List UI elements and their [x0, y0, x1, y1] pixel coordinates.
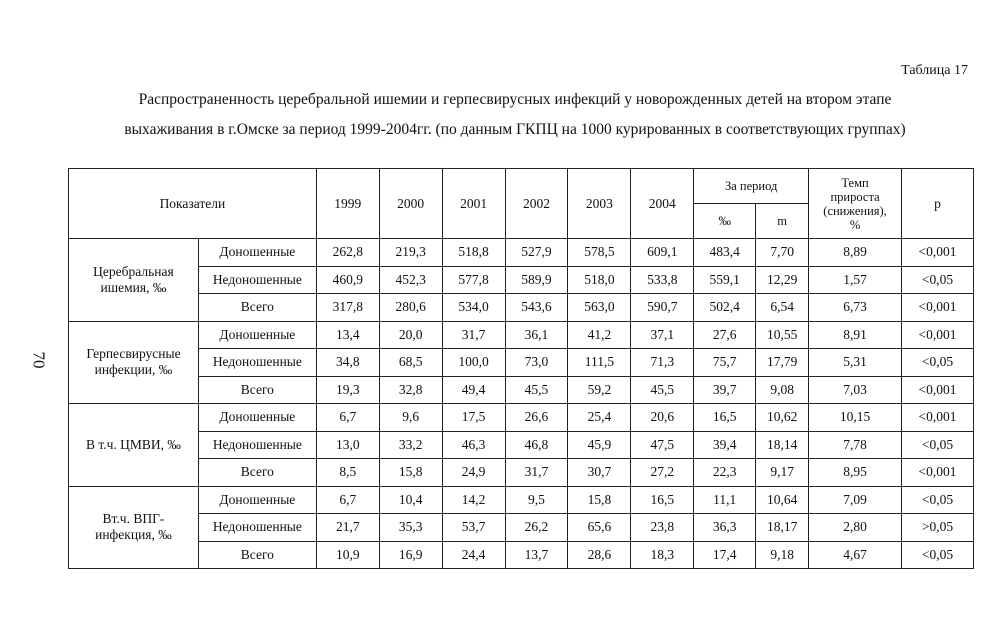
- year-value-cell: 31,7: [505, 459, 568, 487]
- table-row: [69, 349, 974, 377]
- year-value-cell: 13,4: [316, 321, 379, 349]
- year-value-cell: 533,8: [631, 266, 694, 294]
- year-value-cell: 280,6: [379, 294, 442, 322]
- group-name-cell: [69, 486, 199, 569]
- row-label: Всего: [198, 294, 316, 322]
- year-value-cell: 35,3: [379, 514, 442, 542]
- year-value-cell: 13,0: [316, 431, 379, 459]
- year-value-cell: 24,9: [442, 459, 505, 487]
- period-m-cell: 18,17: [756, 514, 809, 542]
- year-value-cell: 45,5: [505, 376, 568, 404]
- period-permille-cell: 36,3: [694, 514, 756, 542]
- year-value-cell: 10,4: [379, 486, 442, 514]
- period-m-cell: 17,79: [756, 349, 809, 377]
- year-value-cell: 9,5: [505, 486, 568, 514]
- period-permille-cell: 17,4: [694, 541, 756, 569]
- period-m-cell: 10,64: [756, 486, 809, 514]
- row-label: Недоношенные: [198, 266, 316, 294]
- p-value-cell: <0,001: [902, 239, 974, 267]
- table-label: Таблица 17: [901, 63, 968, 78]
- table-row: [69, 294, 974, 322]
- year-value-cell: 589,9: [505, 266, 568, 294]
- p-value-cell: <0,001: [902, 294, 974, 322]
- row-label: Недоношенные: [198, 431, 316, 459]
- growth-rate-cell: 5,31: [809, 349, 902, 377]
- year-value-cell: 16,5: [631, 486, 694, 514]
- p-value-cell: <0,05: [902, 486, 974, 514]
- row-label: Всего: [198, 376, 316, 404]
- year-value-cell: 609,1: [631, 239, 694, 267]
- year-value-cell: 590,7: [631, 294, 694, 322]
- period-m-cell: 9,08: [756, 376, 809, 404]
- year-value-cell: 24,4: [442, 541, 505, 569]
- p-value-cell: <0,05: [902, 541, 974, 569]
- period-permille-cell: 11,1: [694, 486, 756, 514]
- year-value-cell: 26,6: [505, 404, 568, 432]
- p-value-cell: <0,001: [902, 459, 974, 487]
- header-year: 1999: [316, 169, 379, 239]
- period-permille-cell: 502,4: [694, 294, 756, 322]
- row-label: Доношенные: [198, 239, 316, 267]
- period-permille-cell: 75,7: [694, 349, 756, 377]
- period-m-cell: 10,55: [756, 321, 809, 349]
- row-label: Доношенные: [198, 486, 316, 514]
- growth-rate-cell: 8,91: [809, 321, 902, 349]
- period-m-cell: 12,29: [756, 266, 809, 294]
- year-value-cell: 111,5: [568, 349, 631, 377]
- table-row: [69, 459, 974, 487]
- header-p: p: [902, 169, 974, 239]
- year-value-cell: 25,4: [568, 404, 631, 432]
- year-value-cell: 15,8: [379, 459, 442, 487]
- page-number: 70: [29, 351, 49, 369]
- year-value-cell: 10,9: [316, 541, 379, 569]
- growth-rate-cell: 7,03: [809, 376, 902, 404]
- year-value-cell: 53,7: [442, 514, 505, 542]
- period-m-cell: 10,62: [756, 404, 809, 432]
- year-value-cell: 65,6: [568, 514, 631, 542]
- header-indicators: Показатели: [69, 169, 317, 239]
- year-value-cell: 527,9: [505, 239, 568, 267]
- year-value-cell: 45,9: [568, 431, 631, 459]
- period-permille-cell: 22,3: [694, 459, 756, 487]
- header-permille: ‰: [694, 204, 756, 239]
- growth-rate-cell: 2,80: [809, 514, 902, 542]
- year-value-cell: 30,7: [568, 459, 631, 487]
- year-value-cell: 47,5: [631, 431, 694, 459]
- year-value-cell: 317,8: [316, 294, 379, 322]
- year-value-cell: 13,7: [505, 541, 568, 569]
- header-m: m: [756, 204, 809, 239]
- year-value-cell: 68,5: [379, 349, 442, 377]
- year-value-cell: 452,3: [379, 266, 442, 294]
- table-title: [60, 85, 970, 145]
- header-year: 2004: [631, 169, 694, 239]
- year-value-cell: 518,0: [568, 266, 631, 294]
- row-label: Недоношенные: [198, 514, 316, 542]
- year-value-cell: 577,8: [442, 266, 505, 294]
- table-row: [69, 486, 974, 514]
- growth-rate-cell: 4,67: [809, 541, 902, 569]
- year-value-cell: 17,5: [442, 404, 505, 432]
- year-value-cell: 578,5: [568, 239, 631, 267]
- group-name-cell: [69, 404, 199, 487]
- year-value-cell: 31,7: [442, 321, 505, 349]
- year-value-cell: 41,2: [568, 321, 631, 349]
- group-name-line: ишемия, ‰: [100, 279, 167, 295]
- year-value-cell: 8,5: [316, 459, 379, 487]
- table-row: [69, 321, 974, 349]
- period-permille-cell: 483,4: [694, 239, 756, 267]
- period-m-cell: 9,18: [756, 541, 809, 569]
- group-name-cell: [69, 321, 199, 404]
- growth-rate-cell: 8,95: [809, 459, 902, 487]
- period-permille-cell: 27,6: [694, 321, 756, 349]
- group-name-line: Церебральная: [93, 263, 174, 279]
- year-value-cell: 37,1: [631, 321, 694, 349]
- year-value-cell: 262,8: [316, 239, 379, 267]
- year-value-cell: 9,6: [379, 404, 442, 432]
- row-label: Доношенные: [198, 404, 316, 432]
- title-line-1: Распространенность церебральной ишемии и герпесвирусных инфекций у новорожденных детей на втором этапе: [138, 91, 892, 108]
- year-value-cell: 46,8: [505, 431, 568, 459]
- period-m-cell: 6,54: [756, 294, 809, 322]
- year-value-cell: 73,0: [505, 349, 568, 377]
- year-value-cell: 49,4: [442, 376, 505, 404]
- period-m-cell: 9,17: [756, 459, 809, 487]
- group-name-line: инфекция, ‰: [95, 527, 172, 543]
- table-row: [69, 404, 974, 432]
- year-value-cell: 21,7: [316, 514, 379, 542]
- year-value-cell: 33,2: [379, 431, 442, 459]
- header-growth-line: %: [849, 217, 861, 232]
- p-value-cell: <0,001: [902, 321, 974, 349]
- year-value-cell: 46,3: [442, 431, 505, 459]
- year-value-cell: 563,0: [568, 294, 631, 322]
- year-value-cell: 16,9: [379, 541, 442, 569]
- table-row: [69, 431, 974, 459]
- title-line-2: выхаживания в г.Омске за период 1999-2004гг. (по данным ГКПЦ на 1000 курированных в соответствующих группах): [124, 121, 906, 138]
- year-value-cell: 32,8: [379, 376, 442, 404]
- year-value-cell: 45,5: [631, 376, 694, 404]
- growth-rate-cell: 1,57: [809, 266, 902, 294]
- table-row: [69, 541, 974, 569]
- p-value-cell: <0,05: [902, 349, 974, 377]
- year-value-cell: 6,7: [316, 404, 379, 432]
- row-label: Всего: [198, 459, 316, 487]
- p-value-cell: <0,05: [902, 431, 974, 459]
- header-year: 2001: [442, 169, 505, 239]
- header-growth-line: (снижения),: [823, 203, 887, 218]
- header-growth-rate: [809, 169, 902, 239]
- p-value-cell: <0,001: [902, 404, 974, 432]
- p-value-cell: <0,05: [902, 266, 974, 294]
- period-permille-cell: 39,4: [694, 431, 756, 459]
- group-name-cell: [69, 239, 199, 322]
- period-m-cell: 7,70: [756, 239, 809, 267]
- year-value-cell: 100,0: [442, 349, 505, 377]
- period-permille-cell: 559,1: [694, 266, 756, 294]
- row-label: Недоношенные: [198, 349, 316, 377]
- year-value-cell: 36,1: [505, 321, 568, 349]
- group-name-line: Вт.ч. ВПГ-: [102, 511, 165, 527]
- year-value-cell: 543,6: [505, 294, 568, 322]
- year-value-cell: 71,3: [631, 349, 694, 377]
- year-value-cell: 59,2: [568, 376, 631, 404]
- year-value-cell: 23,8: [631, 514, 694, 542]
- header-growth-line: Темп: [841, 175, 869, 190]
- group-name-line: Герпесвирусные: [86, 346, 181, 362]
- table-body: [69, 239, 974, 569]
- header-year: 2003: [568, 169, 631, 239]
- data-table: [68, 168, 974, 569]
- table-row: [69, 376, 974, 404]
- period-permille-cell: 16,5: [694, 404, 756, 432]
- group-name-line: В т.ч. ЦМВИ, ‰: [85, 436, 181, 452]
- year-value-cell: 20,6: [631, 404, 694, 432]
- growth-rate-cell: 6,73: [809, 294, 902, 322]
- header-year: 2000: [379, 169, 442, 239]
- group-name-line: инфекции, ‰: [94, 362, 173, 378]
- header-year: 2002: [505, 169, 568, 239]
- year-value-cell: 460,9: [316, 266, 379, 294]
- year-value-cell: 14,2: [442, 486, 505, 514]
- header-period: За период: [694, 169, 809, 204]
- year-value-cell: 534,0: [442, 294, 505, 322]
- p-value-cell: <0,001: [902, 376, 974, 404]
- year-value-cell: 26,2: [505, 514, 568, 542]
- year-value-cell: 518,8: [442, 239, 505, 267]
- year-value-cell: 15,8: [568, 486, 631, 514]
- header-growth-line: прироста: [830, 189, 880, 204]
- table-row: [69, 239, 974, 267]
- table-row: [69, 266, 974, 294]
- growth-rate-cell: 7,09: [809, 486, 902, 514]
- year-value-cell: 34,8: [316, 349, 379, 377]
- year-value-cell: 6,7: [316, 486, 379, 514]
- year-value-cell: 28,6: [568, 541, 631, 569]
- year-value-cell: 19,3: [316, 376, 379, 404]
- row-label: Всего: [198, 541, 316, 569]
- year-value-cell: 219,3: [379, 239, 442, 267]
- year-value-cell: 18,3: [631, 541, 694, 569]
- year-value-cell: 27,2: [631, 459, 694, 487]
- year-value-cell: 20,0: [379, 321, 442, 349]
- growth-rate-cell: 7,78: [809, 431, 902, 459]
- p-value-cell: >0,05: [902, 514, 974, 542]
- growth-rate-cell: 8,89: [809, 239, 902, 267]
- table-row: [69, 514, 974, 542]
- row-label: Доношенные: [198, 321, 316, 349]
- period-m-cell: 18,14: [756, 431, 809, 459]
- growth-rate-cell: 10,15: [809, 404, 902, 432]
- header-row-1: [69, 169, 974, 204]
- period-permille-cell: 39,7: [694, 376, 756, 404]
